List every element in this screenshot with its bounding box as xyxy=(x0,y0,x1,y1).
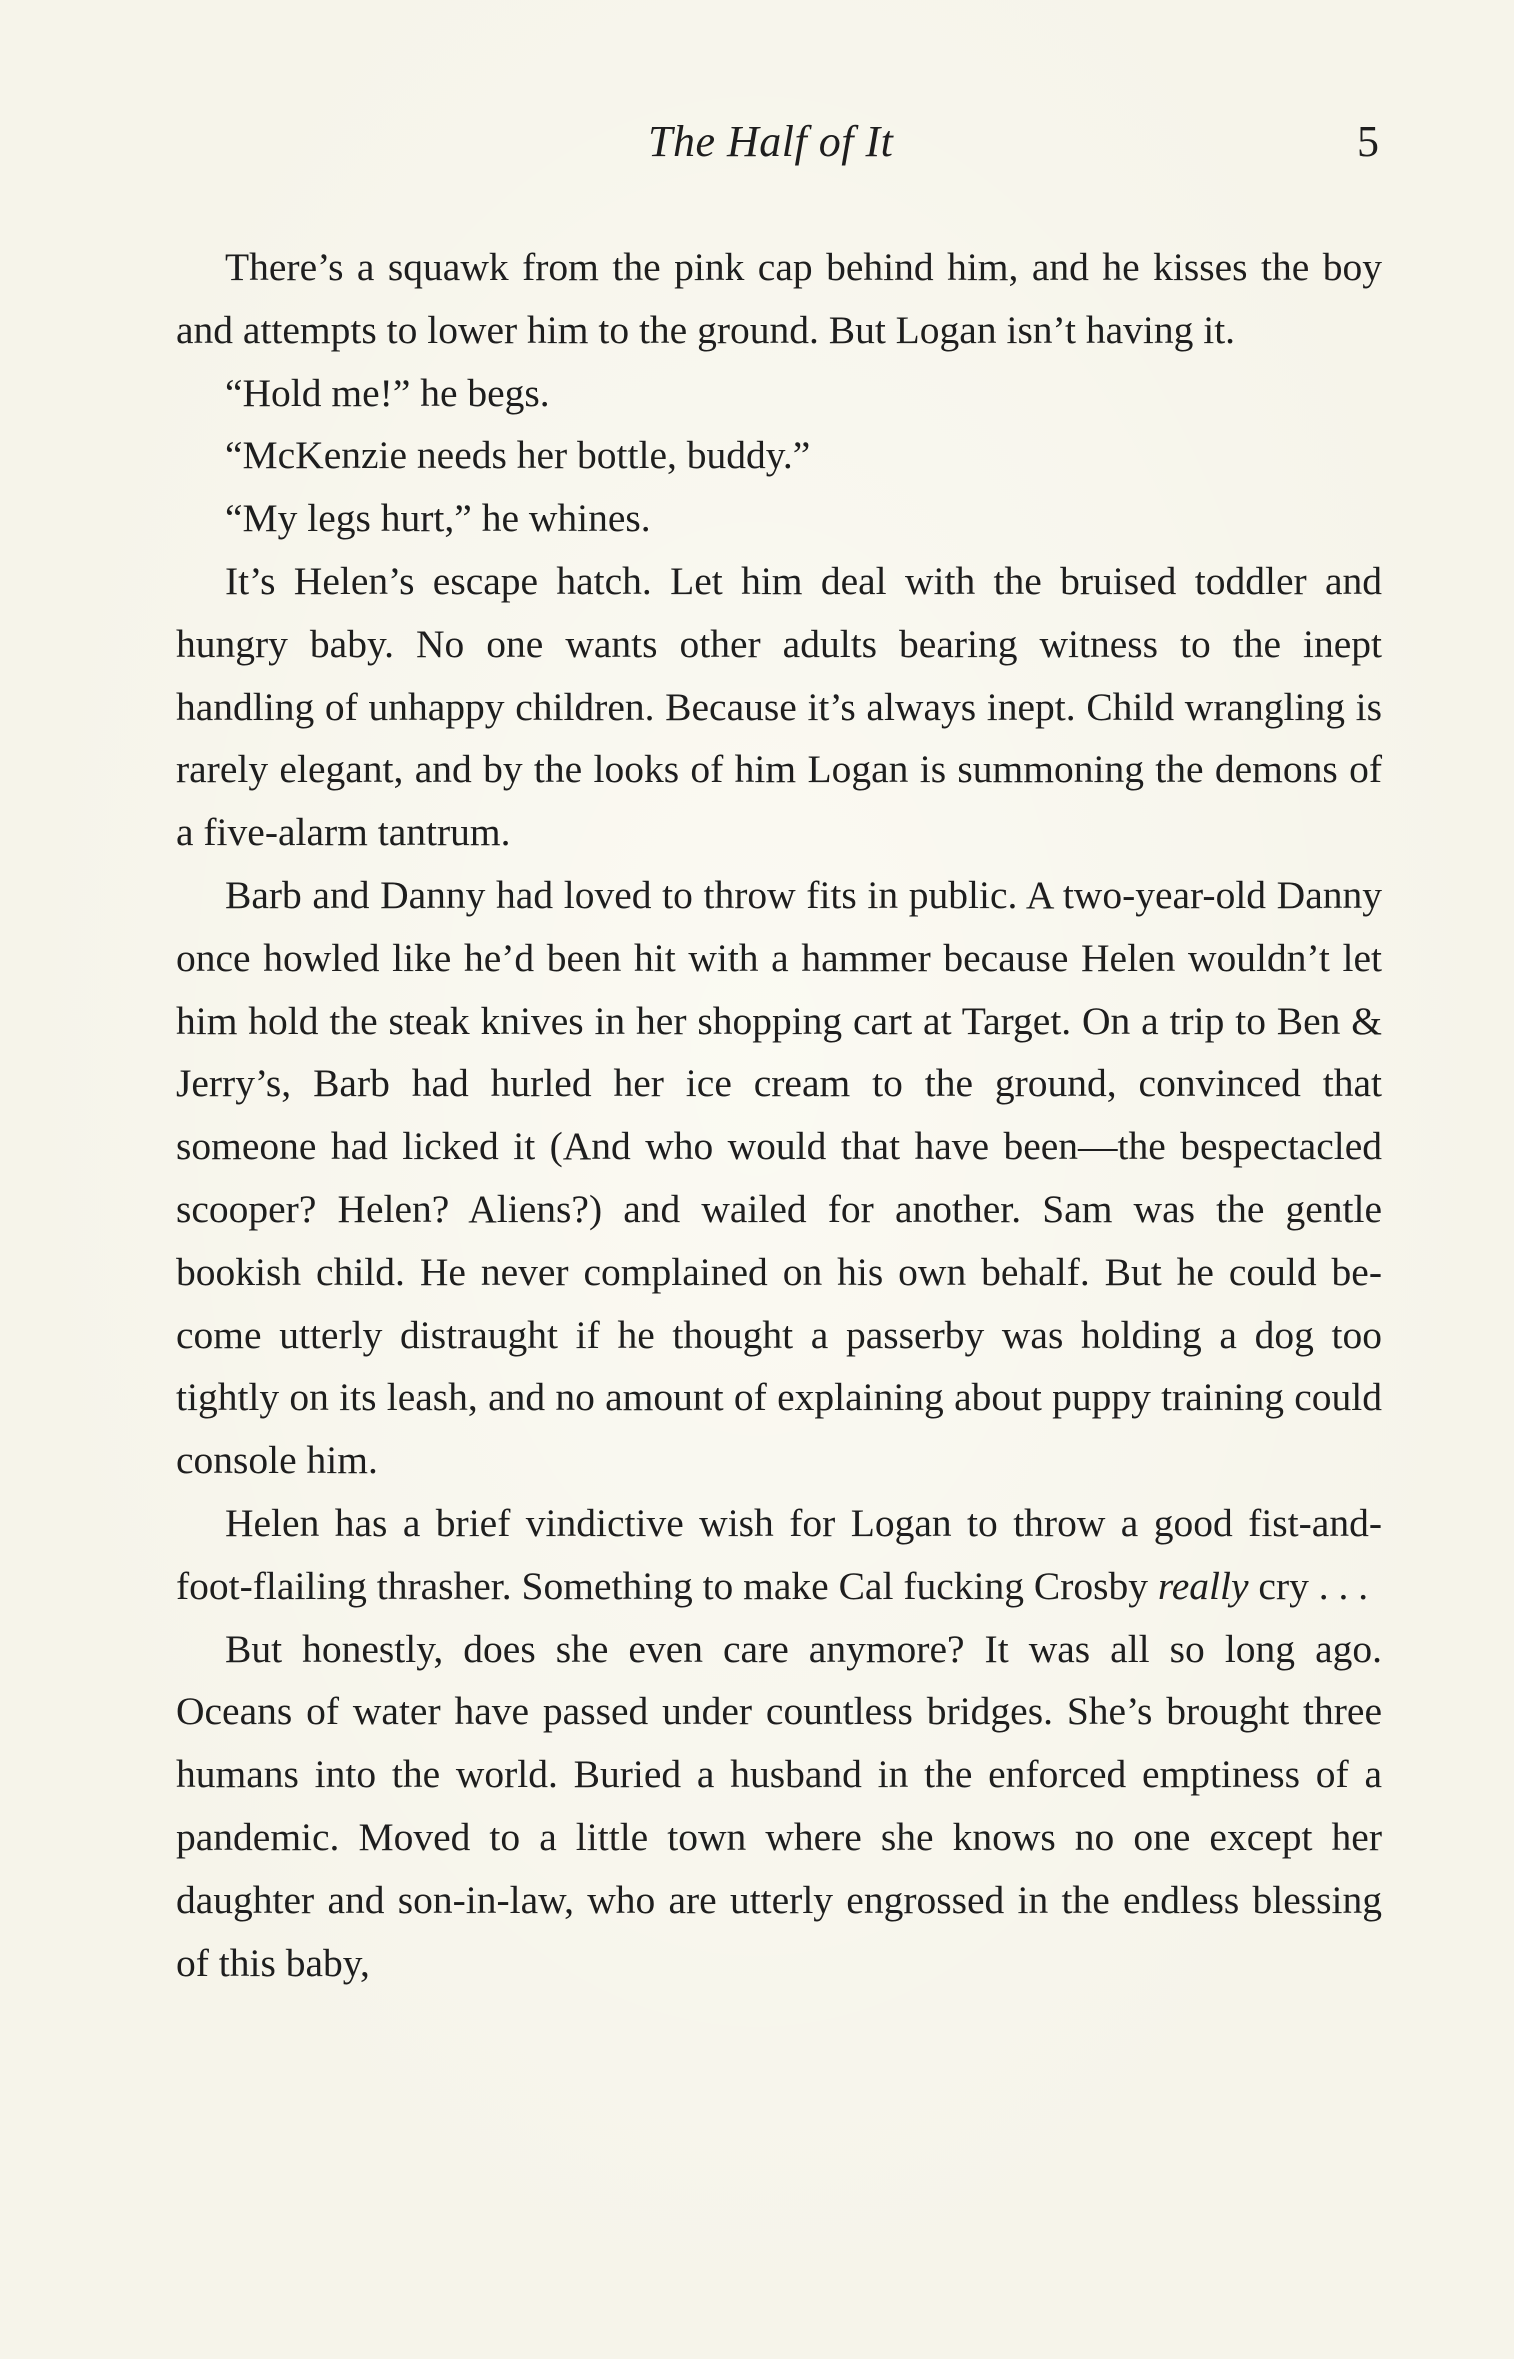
paragraph-1: There’s a squawk from the pink cap behind him, and he kisses the boy and attempts to lower him to the ground. But Logan isn’t having it. xyxy=(176,245,1382,352)
paragraph-5: It’s Helen’s escape hatch. Let him deal with the bruised toddler and hungry baby. No one wants other adults bearing witness to the inept handling of unhappy children. Because it’s always inept. Child wrangling is rarely elegant, and by the looks of him Logan is summoning the demons of a five-alarm tantrum. xyxy=(176,558,1382,855)
paragraph-7-text: Helen has a brief vindictive wish for Logan to throw a good fist-and-foot-flailing thrasher. Something to make Cal fucking Crosby xyxy=(176,1500,1382,1608)
paragraph-8: But honestly, does she even care anymore? It was all so long ago. Oceans of water have passed under countless bridges. She’s brought three humans into the world. Buried a husband in the enforced emptiness of a pandemic. Moved to a little town where she knows no one except her daughter and son-in-law, who are utterly engrossed in the endless blessing of this baby, xyxy=(176,1626,1382,1985)
running-head xyxy=(0,112,1514,172)
paragraph-7-tail: cry . . . xyxy=(1248,1563,1369,1608)
paragraph-4: “My legs hurt,” he whines. xyxy=(225,496,651,541)
body-text xyxy=(176,236,1382,1994)
running-title: The Half of It xyxy=(648,117,894,166)
paragraph-3: “McKenzie needs her bottle, buddy.” xyxy=(225,433,811,478)
page-number: 5 xyxy=(1357,117,1379,166)
paragraph-6: Barb and Danny had loved to throw fits in public. A two-year-old Danny once howled like he’d been hit with a hammer because Helen wouldn’t let him hold the steak knives in her shopping cart at Target. On a trip to Ben & Jerry’s, Barb had hurled her ice cream to the ground, convinced that someone had licked it (And who would that have been—the bespectacled scooper? Helen? Aliens?) and wailed for another. Sam was the gentle bookish child. He never complained on his own behalf. But he could become utterly distraught if he thought a passerby was holding a dog too tightly on its leash, and no amount of explaining about puppy training could console him. xyxy=(176,872,1382,1483)
paragraph-2: “Hold me!” he begs. xyxy=(225,370,550,415)
paragraph-7 xyxy=(176,1492,1382,1618)
emphasis-really: really xyxy=(1157,1563,1249,1608)
